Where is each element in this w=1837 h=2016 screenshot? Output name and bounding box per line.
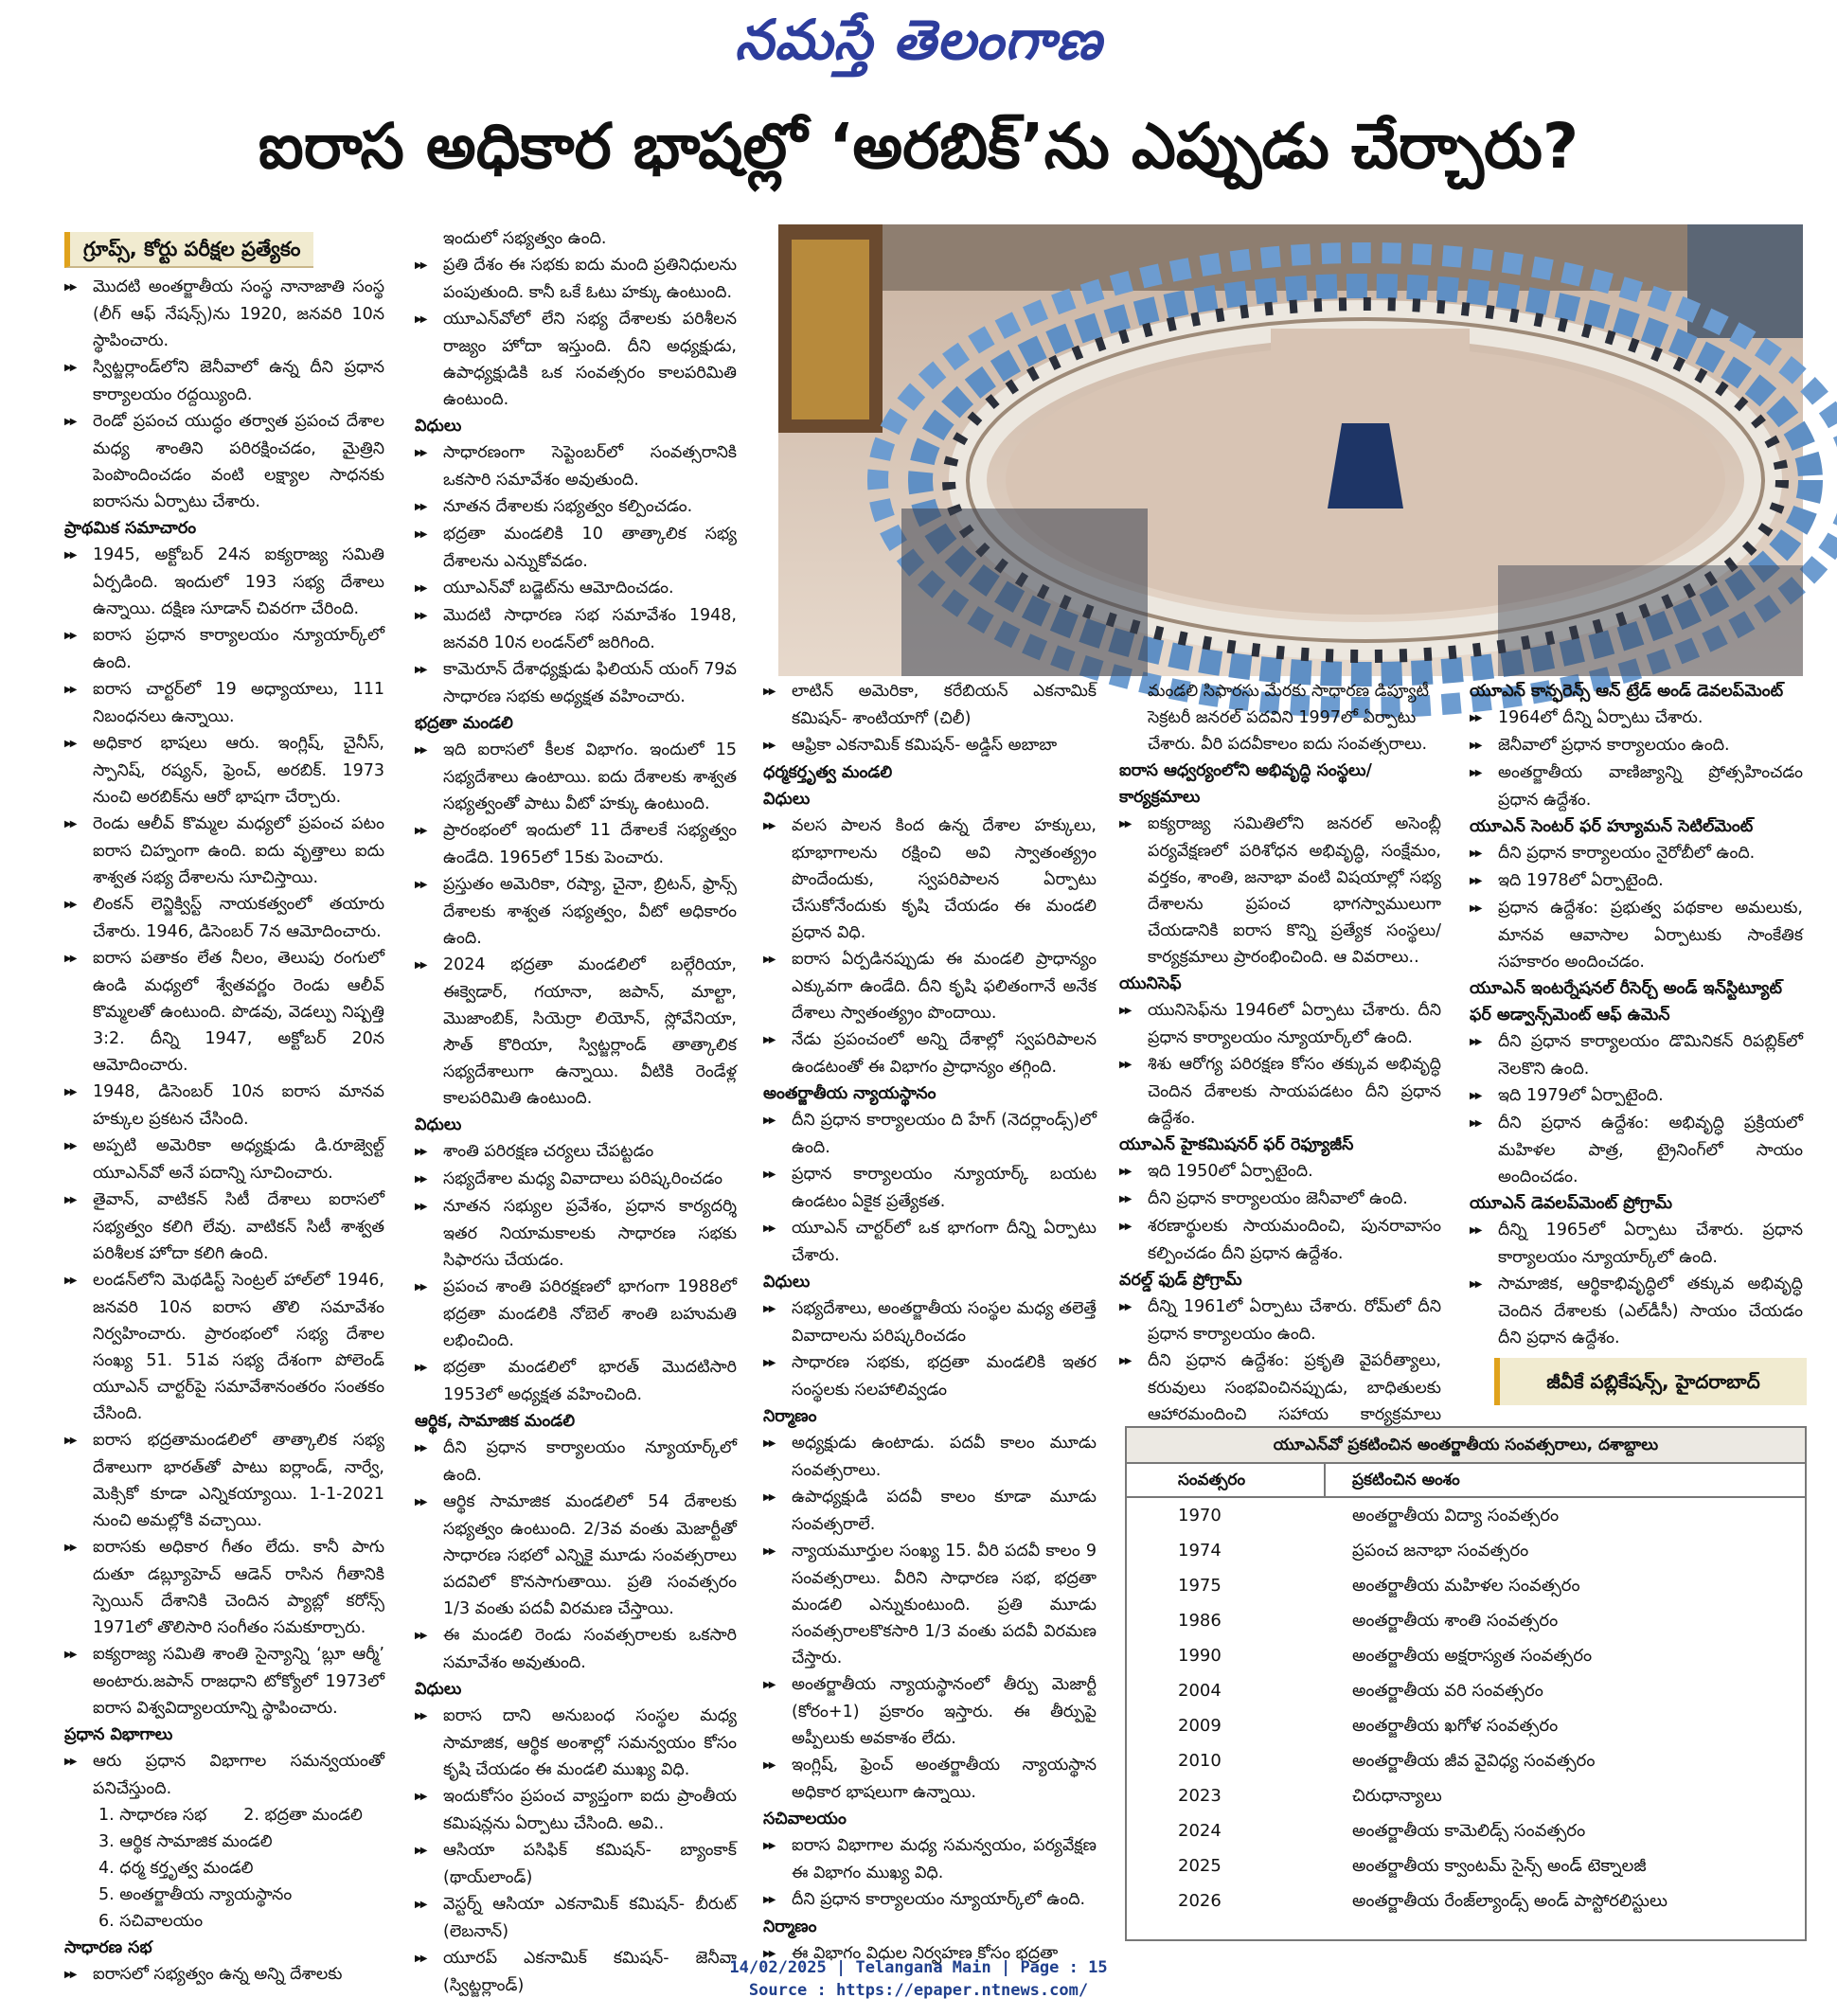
list-item: ▶▶ న్యాయమూర్తుల సంఖ్య 15. వీరి పదవీ కాలం 9 సంవత్సరాలు. వీరిని సాధారణ సభ, భద్రతా మండలి ఎన్నుకుంటుంది. ప్రతి మూడు సంవత్సరాలకొకసారి 1/3 వంతు పదవీ విరమణ చేస్తారు. bbox=[763, 1538, 1097, 1671]
list-item: ▶▶ ఐరాస చార్టర్‌లో 19 అధ్యాయాలు, 111 నిబంధనలు ఉన్నాయి. bbox=[64, 676, 384, 730]
list-item: ▶▶ ఇది ఐరాసలో కీలక విభాగం. ఇందులో 15 సభ్యదేశాలు ఉంటాయి. ఐదు దేశాలకు శాశ్వత సభ్యత్వంతో పాటు వీటో హక్కు ఉంటుంది. bbox=[415, 737, 737, 817]
table-row bbox=[1127, 1883, 1805, 1918]
subheading: ఆర్థిక, సామాజిక మండలి bbox=[415, 1412, 576, 1431]
chamber-illustration bbox=[778, 224, 1803, 676]
list-item: ▶▶ శరణార్థులకు సాయమందించి, పునరావాసం కల్పించడం దీని ప్రధాన ఉద్దేశం. bbox=[1119, 1213, 1441, 1267]
theme-cell: అంతర్జాతీయ రేంజ్‌ల్యాండ్స్ అండ్ పాస్టోరలిస్టులు bbox=[1352, 1891, 1668, 1911]
list-item: ▶▶ ఆఫ్రికా ఎకనామిక్ కమిషన్- అడ్డిస్ అబాబా bbox=[763, 732, 1097, 759]
year-cell: 1974 bbox=[1178, 1541, 1222, 1561]
list-item: ▶▶ ఇంగ్లిష్, ఫ్రెంచ్ అంతర్జాతీయ న్యాయస్థాన అధికార భాషలుగా ఉన్నాయి. bbox=[763, 1752, 1097, 1806]
list-item: ▶▶ అంతర్జాతీయ న్యాయస్థానంలో తీర్పు మెజార్టీ (కోరం+1) ప్రకారం ఇస్తారు. ఈ తీర్పుపై అప్పీలుకు అవకాశం లేదు. bbox=[763, 1671, 1097, 1752]
subheading: విధులు bbox=[763, 790, 811, 809]
list-item: ▶▶ అప్పటి అమెరికా అధ్యక్షుడు డి.రూజ్వెల్ట్ యూఎన్‌వో అనే పదాన్ని సూచించారు. bbox=[64, 1133, 384, 1186]
list-item: ▶▶ ఐరాసకు అధికార గీతం లేదు. కానీ పాగు దుతూ డబ్ల్యూహెచ్ ఆడెన్ రాసిన గీతానికి స్పెయిన్ దేశానికి చెందిన ప్యాబ్లో కరోన్స్ 1971లో తొలిసారి సంగీతం సమకూర్చారు. bbox=[64, 1534, 384, 1641]
subheading: విధులు bbox=[415, 417, 462, 436]
list-item: ▶▶ స్విట్జర్లాండ్‌లోని జెనీవాలో ఉన్న దీని ప్రధాన కార్యాలయం రద్దయ్యింది. bbox=[64, 354, 384, 408]
theme-cell: చిరుధాన్యాలు bbox=[1352, 1786, 1442, 1806]
list-item: ▶▶ అంతర్జాతీయ వాణిజ్యాన్ని ప్రోత్సహించడం ప్రధాన ఉద్దేశం. bbox=[1470, 759, 1803, 813]
list-item: ▶▶ ఐరాస పతాకం లేత నీలం, తెలుపు రంగులో ఉండి మధ్యలో శ్వేతవర్ణం రెండు ఆలీవ్ కొమ్మలతో ఉంటుంది. పొడవు, వెడల్పు నిష్పత్తి 3:2. దీన్ని 1947, అక్టోబర్ 20న ఆమోదించారు. bbox=[64, 945, 384, 1079]
list-item: ▶▶ ప్రారంభంలో ఇందులో 11 దేశాలకే సభ్యత్వం ఉండేది. 1965లో 15కు పెంచారు. bbox=[415, 817, 737, 871]
list-item: ▶▶ ఐక్యరాజ్య సమితిలోని జనరల్ అసెంబ్లీ పర్యవేక్షణలో పరిశోధన అభివృద్ధి, సంక్షేమం, వర్తకం, శాంతి, జనాభా వంటి విషయాల్లో సభ్య దేశాలను ప్రపంచ భాగస్వాములుగా చేయడానికి ఐరాస కొన్ని ప్రత్యేక సంస్థలు/కార్యక్రమాలు ప్రారంభించింది. ఆ వివరాలు.. bbox=[1119, 811, 1441, 971]
list-item: ▶▶ ఐరాస భద్రతామండలిలో తాత్కాలిక సభ్య దేశాలుగా భారత్‌తో పాటు ఐర్లాండ్, నార్వే, మెక్సికో కూడా ఎన్నికయ్యాయి. 1-1-2021 నుంచి అమల్లోకి వచ్చాయి. bbox=[64, 1427, 384, 1534]
continued-text: మండలి సిఫారసు మేరకు సాధారణ డిప్యూటీ సెక్రటరీ జనరల్ పదవిని 1997లో ఏర్పాటు చేశారు. వీరి పదవీకాలం ఐదు సంవత్సరాలు. bbox=[1148, 682, 1429, 754]
year-cell: 1990 bbox=[1178, 1646, 1222, 1666]
list-item: ▶▶ మొదటి అంతర్జాతీయ సంస్థ నానాజాతి సంస్థ (లీగ్ ఆఫ్ నేషన్స్)ను 1920, జనవరి 10న స్థాపించారు. bbox=[64, 274, 384, 354]
publisher-credit: జీవీకే పబ్లికేషన్స్, హైదరాబాద్ bbox=[1494, 1358, 1807, 1405]
list-item: ▶▶ తైవాన్, వాటికన్ సిటీ దేశాలు ఐరాసలో సభ్యత్వం కలిగి లేవు. వాటికన్ సిటీ శాశ్వత పరిశీలక హోదా కలిగి ఉంది. bbox=[64, 1186, 384, 1267]
table-row bbox=[1127, 1743, 1805, 1778]
theme-cell: అంతర్జాతీయ శాంతి సంవత్సరం bbox=[1352, 1611, 1559, 1631]
list-item: ▶▶ ఈ విభాగం విధుల నిర్వహణ కోసం భద్రతా bbox=[763, 1940, 1097, 1968]
table-row bbox=[1127, 1533, 1805, 1568]
subheading: యూఎన్ కాన్ఫరెన్స్ ఆన్ ట్రేడ్ అండ్ డెవలప్‌మెంట్ bbox=[1470, 682, 1784, 701]
list-item: ▶▶ ప్రధాన ఉద్దేశం: ప్రభుత్వ పథకాల అమలుకు, మానవ ఆవాసాల ఏర్పాటుకు సాంకేతిక సహకారం అందించడం. bbox=[1470, 895, 1803, 975]
international-years-table bbox=[1125, 1426, 1807, 1941]
list-item: ▶▶ ఐరాస విభాగాల మధ్య సమన్వయం, పర్యవేక్షణ ఈ విభాగం ముఖ్య విధి. bbox=[763, 1832, 1097, 1886]
list-item: ▶▶ 1964లో దీన్ని ఏర్పాటు చేశారు. bbox=[1470, 705, 1803, 732]
subheading: యూఎన్ సెంటర్ ఫర్ హ్యూమన్ సెటిల్‌మెంట్ bbox=[1470, 817, 1754, 836]
table-row bbox=[1127, 1708, 1805, 1743]
list-item: ▶▶ యునిసెఫ్‌ను 1946లో ఏర్పాటు చేశారు. దీని ప్రధాన కార్యాలయం న్యూయార్క్‌లో ఉంది. bbox=[1119, 997, 1441, 1051]
organ-item: 4. ధర్మ కర్తృత్వ మండలి bbox=[98, 1859, 254, 1878]
table-header bbox=[1127, 1464, 1805, 1498]
list-item: ▶▶ దీని ప్రధాన కార్యాలయం ది హేగ్ (నెదర్లాండ్స్)లో ఉంది. bbox=[763, 1107, 1097, 1161]
theme-cell: అంతర్జాతీయ ఖగోళ సంవత్సరం bbox=[1352, 1716, 1559, 1736]
list-item: ▶▶ రెండో ప్రపంచ యుద్ధం తర్వాత ప్రపంచ దేశాల మధ్య శాంతిని పరిరక్షించడం, మైత్రిని పెంపొందించడం వంటి లక్ష్యాల సాధనకు ఐరాసను ఏర్పాటు చేశారు. bbox=[64, 408, 384, 515]
list-item: ▶▶ ఇందుకోసం ప్రపంచ వ్యాప్తంగా ఐదు ప్రాంతీయ కమిషన్లను ఏర్పాటు చేసింది. అవి.. bbox=[415, 1783, 737, 1837]
theme-cell: ప్రపంచ జనాభా సంవత్సరం bbox=[1352, 1541, 1529, 1561]
list-item: ▶▶ ఐరాసలో సభ్యత్వం ఉన్న అన్ని దేశాలకు bbox=[64, 1961, 384, 1989]
list-item: ▶▶ ప్రతి దేశం ఈ సభకు ఐదు మంది ప్రతినిధులను పంపుతుంది. కానీ ఒకే ఓటు హక్కు ఉంటుంది. bbox=[415, 252, 737, 306]
table-row bbox=[1127, 1673, 1805, 1708]
list-item: ▶▶ నూతన సభ్యుల ప్రవేశం, ప్రధాన కార్యదర్శి ఇతర నియామకాలకు సాధారణ సభకు సిఫారసు చేయడం. bbox=[415, 1193, 737, 1274]
list-item: ▶▶ వెస్టర్న్ ఆసియా ఎకనామిక్ కమిషన్- బీరుట్ (లెబనాన్) bbox=[415, 1891, 737, 1945]
list-item: ▶▶ అధ్యక్షుడు ఉంటాడు. పదవీ కాలం మూడు సంవత్సరాలు. bbox=[763, 1430, 1097, 1484]
list-item: ▶▶ దీన్ని 1961లో ఏర్పాటు చేశారు. రోమ్‌లో దీని ప్రధాన కార్యాలయం ఉంది. bbox=[1119, 1293, 1441, 1347]
table-row bbox=[1127, 1848, 1805, 1883]
year-cell: 2004 bbox=[1178, 1681, 1222, 1701]
list-item: ▶▶ ఆర్థిక సామాజిక మండలిలో 54 దేశాలకు సభ్యత్వం ఉంటుంది. 2/3వ వంతు మెజార్టీతో సాధారణ సభలో ఎన్నికై మూడు సంవత్సరాలు పదవిలో కొనసాగుతాయి. ప్రతి సంవత్సరం 1/3 వంతు పదవీ విరమణ చేస్తాయి. bbox=[415, 1489, 737, 1622]
year-cell: 2026 bbox=[1178, 1891, 1222, 1911]
table-caption: యూఎన్‌వో ప్రకటించిన అంతర్జాతీయ సంవత్సరాలు, దశాబ్దాలు bbox=[1127, 1428, 1805, 1464]
list-item: ▶▶ సభ్యదేశాల మధ్య వివాదాలు పరిష్కరించడం bbox=[415, 1166, 737, 1193]
subheading: యూఎన్ డెవలప్‌మెంట్ ప్రోగ్రామ్ bbox=[1470, 1194, 1673, 1213]
masthead-logo: నమస్తే తెలంగాణ bbox=[735, 8, 1102, 72]
list-item: ▶▶ దీని ప్రధాన కార్యాలయం న్యూయార్క్‌లో ఉంది. bbox=[415, 1435, 737, 1489]
list-item: ▶▶ నూతన దేశాలకు సభ్యత్వం కల్పించడం. bbox=[415, 493, 737, 521]
list-item: ▶▶ సభ్యదేశాలు, అంతర్జాతీయ సంస్థల మధ్య తలెత్తే వివాదాలను పరిష్కరించడం bbox=[763, 1295, 1097, 1349]
list-item: ▶▶ ఐరాస ఏర్పడినప్పుడు ఈ మండలి ప్రాధాన్యం ఎక్కువగా ఉండేది. దీని కృషి ఫలితంగానే అనేక దేశాలు స్వాతంత్య్రం పొందాయి. bbox=[763, 946, 1097, 1026]
list-item: ▶▶ ఇది 1978లో ఏర్పాటైంది. bbox=[1470, 867, 1803, 895]
subheading: భద్రతా మండలి bbox=[415, 714, 513, 733]
column-header-theme: ప్రకటించిన అంశం bbox=[1352, 1471, 1460, 1490]
continued-text: ఇందులో సభ్యత్వం ఉంది. bbox=[443, 229, 607, 248]
subheading: విధులు bbox=[415, 1115, 462, 1134]
column-3 bbox=[763, 678, 1097, 1963]
list-item: ▶▶ ప్రపంచ శాంతి పరిరక్షణలో భాగంగా 1988లో భద్రతా మండలికి నోబెల్ శాంతి బహుమతి లభించింది. bbox=[415, 1274, 737, 1354]
theme-cell: అంతర్జాతీయ క్వాంటమ్ సైన్స్ అండ్ టెక్నాలజీ bbox=[1352, 1856, 1647, 1876]
list-item: ▶▶ ఉపాధ్యక్షుడి పదవీ కాలం కూడా మూడు సంవత్సరాలే. bbox=[763, 1484, 1097, 1538]
list-item: ▶▶ వలస పాలన కింద ఉన్న దేశాల హక్కులు, భూభాగాలను రక్షించి అవి స్వాతంత్య్రం పొందేందుకు, స్వపరిపాలన ఏర్పాటు చేసుకోనేందుకు కృషి చేయడం ఈ మండలి ప్రధాన విధి. bbox=[763, 812, 1097, 946]
list-item: ▶▶ జెనీవాలో ప్రధాన కార్యాలయం ఉంది. bbox=[1470, 732, 1803, 759]
list-item: ▶▶ యూరప్ ఎకనామిక్ కమిషన్- జెనీవా (స్విట్జర్లాండ్) bbox=[415, 1945, 737, 1999]
subheading: విధులు bbox=[415, 1680, 462, 1699]
subheading: యునిసెఫ్ bbox=[1119, 974, 1182, 993]
theme-cell: అంతర్జాతీయ వరి సంవత్సరం bbox=[1352, 1681, 1543, 1701]
footer-date-line: 14/02/2025 | Telangana Main | Page : 15 bbox=[729, 1958, 1108, 1977]
year-cell: 1986 bbox=[1178, 1611, 1222, 1631]
table-row bbox=[1127, 1638, 1805, 1673]
list-item: ▶▶ దీని ప్రధాన కార్యాలయం డొమినికన్ రిపబ్లిక్‌లో నెలకొని ఉంది. bbox=[1470, 1028, 1803, 1082]
list-item: ▶▶ భద్రతా మండలికి 10 తాత్కాలిక సభ్య దేశాలను ఎన్నుకోవడం. bbox=[415, 521, 737, 575]
organ-item: 1. సాధారణ సభ 2. భద్రతా మండలి bbox=[98, 1806, 363, 1825]
list-item: ▶▶ సాధారణంగా సెప్టెంబర్‌లో సంవత్సరానికి ఒకసారి సమావేశం అవుతుంది. bbox=[415, 439, 737, 493]
list-item: ▶▶ దీని ప్రధాన కార్యాలయం నైరోబీలో ఉంది. bbox=[1470, 840, 1803, 867]
table-row bbox=[1127, 1778, 1805, 1813]
list-item: ▶▶ లండన్‌లోని మెథడిస్ట్ సెంట్రల్ హాల్‌లో 1946, జనవరి 10న ఐరాస తొలి సమావేశం నిర్వహించారు. ప్రారంభంలో సభ్య దేశాల సంఖ్య 51. 51వ సభ్య దేశంగా పోలెండ్ యూఎన్ చార్టర్‌పై సమావేశానంతరం సంతకం చేసింది. bbox=[64, 1267, 384, 1427]
subheading: ఐరాస ఆధ్వర్యంలోని అభివృద్ధి సంస్థలు/కార్యక్రమాలు bbox=[1119, 761, 1372, 807]
list-item: ▶▶ ఐరాస దాని అనుబంధ సంస్థల మధ్య సామాజిక, ఆర్థిక అంశాల్లో సమన్వయం కోసం కృషి చేయడం ఈ మండలి ముఖ్య విధి. bbox=[415, 1703, 737, 1783]
table-row bbox=[1127, 1568, 1805, 1603]
theme-cell: అంతర్జాతీయ మహిళల సంవత్సరం bbox=[1352, 1576, 1580, 1596]
subheading: అంతర్జాతీయ న్యాయస్థానం bbox=[763, 1084, 936, 1103]
section-tag: గ్రూప్స్, కోర్టు పరీక్షల ప్రత్యేకం bbox=[64, 232, 313, 268]
list-item: ▶▶ దీని ప్రధాన కార్యాలయం జెనీవాలో ఉంది. bbox=[1119, 1186, 1441, 1213]
column-2 bbox=[415, 225, 737, 1995]
list-item: ▶▶ మొదటి సాధారణ సభ సమావేశం 1948, జనవరి 10న లండన్‌లో జరిగింది. bbox=[415, 602, 737, 656]
list-item: ▶▶ సాధారణ సభకు, భద్రతా మండలికి ఇతర సంస్థలకు సలహాలివ్వడం bbox=[763, 1349, 1097, 1403]
list-item: ▶▶ ఇది 1950లో ఏర్పాటైంది. bbox=[1119, 1158, 1441, 1186]
list-item: ▶▶ లింకన్ లెన్జిక్విస్ట్ నాయకత్వంలో తయారు చేశారు. 1946, డిసెంబర్ 7న ఆమోదించారు. bbox=[64, 891, 384, 945]
year-cell: 2024 bbox=[1178, 1821, 1222, 1841]
subheading: నిర్మాణం bbox=[763, 1918, 817, 1936]
list-item: ▶▶ లాటిన్ అమెరికా, కరేబియన్ ఎకనామిక్ కమిషన్- శాంటియాగో (చిలీ) bbox=[763, 678, 1097, 732]
subheading: యూఎన్ ఇంటర్నేషనల్ రీసెర్చ్ అండ్ ఇన్‌స్టిట్యూట్ ఫర్ అడ్వాన్స్‌మెంట్ ఆఫ్ ఉమెన్ bbox=[1470, 979, 1782, 1025]
subheading: ధర్మకర్తృత్వ మండలి bbox=[763, 763, 893, 782]
list-item: ▶▶ 1945, అక్టోబర్ 24న ఐక్యరాజ్య సమితి ఏర్పడింది. ఇందులో 193 సభ్య దేశాలు ఉన్నాయి. దక్షిణ సూడాన్ చివరగా చేరింది. bbox=[64, 542, 384, 622]
headline: ఐరాస అధికార భాషల్లో ‘అరబిక్’ను ఎప్పుడు చేర్చారు? bbox=[258, 110, 1579, 183]
column-5 bbox=[1470, 678, 1803, 1350]
list-item: ▶▶ దీని ప్రధాన ఉద్దేశం: ప్రకృతి వైపరీత్యాలు, కరువులు సంభవించినప్పుడు, బాధితులకు ఆహారమందించి సహాయ కార్యక్రమాలు bbox=[1119, 1347, 1441, 1454]
list-item: ▶▶ ఐరాస ప్రధాన కార్యాలయం న్యూయార్క్‌లో ఉంది. bbox=[64, 622, 384, 676]
list-item: ▶▶ ఐక్యరాజ్య సమితి శాంతి సైన్యాన్ని ‘బ్లూ ఆర్మీ’ అంటారు.జపాన్ రాజధాని టోక్యోలో 1973లో ఐరాస విశ్వవిద్యాలయాన్ని స్థాపించారు. bbox=[64, 1641, 384, 1722]
subheading: వరల్డ్ ఫుడ్ ప్రోగ్రామ్ bbox=[1119, 1271, 1242, 1290]
list-item: ▶▶ యూఎన్ చార్టర్‌లో ఒక భాగంగా దీన్ని ఏర్పాటు చేశారు. bbox=[763, 1215, 1097, 1269]
theme-cell: అంతర్జాతీయ అక్షరాస్యత సంవత్సరం bbox=[1352, 1646, 1593, 1666]
list-item: ▶▶ యూఎన్‌వో బడ్జెట్‌ను ఆమోదించడం. bbox=[415, 575, 737, 602]
list-item: ▶▶ ఇది 1979లో ఏర్పాటైంది. bbox=[1470, 1082, 1803, 1110]
year-cell: 2010 bbox=[1178, 1751, 1222, 1771]
subheading: ప్రధాన విభాగాలు bbox=[64, 1725, 173, 1744]
list-item: ▶▶ రెండు ఆలీవ్ కొమ్మల మధ్యలో ప్రపంచ పటం ఐరాస చిహ్నంగా ఉంది. ఐదు వృత్తాలు ఐదు శాశ్వత సభ్య దేశాలను సూచిస్తాయి. bbox=[64, 811, 384, 891]
list-item: ▶▶ ఆరు ప్రధాన విభాగాల సమన్వయంతో పనిచేస్తుంది. bbox=[64, 1748, 384, 1802]
table-row bbox=[1127, 1603, 1805, 1638]
subheading: సచివాలయం bbox=[763, 1810, 847, 1829]
list-item: ▶▶ దీని ప్రధాన ఉద్దేశం: అభివృద్ధి ప్రక్రియలో మహిళల పాత్ర, ట్రైనింగ్‌లో సాయం అందించడం. bbox=[1470, 1110, 1803, 1190]
subheading: యూఎన్ హైకమిషనర్ ఫర్ రెఫ్యూజీస్ bbox=[1119, 1135, 1354, 1154]
security-council-photo bbox=[778, 224, 1803, 676]
list-item: ▶▶ 2024 భద్రతా మండలిలో బల్గేరియా, ఈక్వెడార్, గయానా, జపాన్, మాల్టా, మొజాంబిక్, సియెర్రా లియోన్, స్లోవేనియా, సౌత్ కొరియా, స్విట్జర్లాండ్ తాత్కాలిక సభ్యదేశాలుగా ఉన్నాయి. వీటికి రెండేళ్ల కాలపరిమితి ఉంటుంది. bbox=[415, 952, 737, 1112]
subheading: సాధారణ సభ bbox=[64, 1938, 152, 1957]
year-cell: 2025 bbox=[1178, 1856, 1222, 1876]
organ-item: 5. అంతర్జాతీయ న్యాయస్థానం bbox=[98, 1885, 293, 1904]
list-item: ▶▶ 1948, డిసెంబర్ 10న ఐరాస మానవ హక్కుల ప్రకటన చేసింది. bbox=[64, 1079, 384, 1133]
subheading: విధులు bbox=[763, 1273, 811, 1292]
list-item: ▶▶ అధికార భాషలు ఆరు. ఇంగ్లిష్, చైనీస్, స్పానిష్, రష్యన్, ఫ్రెంచ్, అరబిక్. 1973 నుంచి అరబిక్‌ను ఆరో భాషగా చేర్చారు. bbox=[64, 730, 384, 811]
year-cell: 1975 bbox=[1178, 1576, 1222, 1596]
table-row bbox=[1127, 1813, 1805, 1848]
list-item: ▶▶ ప్రస్తుతం అమెరికా, రష్యా, చైనా, బ్రిటన్, ఫ్రాన్స్ దేశాలకు శాశ్వత సభ్యత్వం, వీటో అధికారం ఉంది. bbox=[415, 871, 737, 952]
table-row bbox=[1127, 1498, 1805, 1533]
list-item: ▶▶ కామెరూన్ దేశాధ్యక్షుడు ఫిలియన్ యంగ్ 79వ సాధారణ సభకు అధ్యక్షత వహించారు. bbox=[415, 656, 737, 710]
list-item: ▶▶ ఆసియా పసిఫిక్ కమిషన్- బ్యాంకాక్ (థాయ్‌లాండ్) bbox=[415, 1837, 737, 1891]
theme-cell: అంతర్జాతీయ కామెలిడ్స్ సంవత్సరం bbox=[1352, 1821, 1586, 1841]
year-cell: 2023 bbox=[1178, 1786, 1222, 1806]
list-item: ▶▶ దీని ప్రధాన కార్యాలయం న్యూయార్క్‌లో ఉంది. bbox=[763, 1886, 1097, 1914]
column-1 bbox=[64, 232, 384, 1984]
subheading: నిర్మాణం bbox=[763, 1407, 817, 1426]
organ-item: 6. సచివాలయం bbox=[98, 1912, 204, 1931]
list-item: ▶▶ దీన్ని 1965లో ఏర్పాటు చేశారు. ప్రధాన కార్యాలయం న్యూయార్క్‌లో ఉంది. bbox=[1470, 1217, 1803, 1271]
column-4 bbox=[1119, 678, 1441, 1424]
subheading: ప్రాథమిక సమాచారం bbox=[64, 519, 197, 538]
column-header-year: సంవత్సరం bbox=[1127, 1464, 1326, 1496]
list-item: ▶▶ శాంతి పరిరక్షణ చర్యలు చేపట్టడం bbox=[415, 1138, 737, 1166]
list-item: ▶▶ ప్రధాన కార్యాలయం న్యూయార్క్ బయట ఉండటం ఏకైక ప్రత్యేకత. bbox=[763, 1161, 1097, 1215]
list-item: ▶▶ యూఎన్‌వోలో లేని సభ్య దేశాలకు పరిశీలన రాజ్యం హోదా ఇస్తుంది. దీని అధ్యక్షుడు, ఉపాధ్యక్షుడికి ఒక సంవత్సరం కాలపరిమితి ఉంటుంది. bbox=[415, 306, 737, 413]
list-item: ▶▶ భద్రతా మండలిలో భారత్ మొదటిసారి 1953లో అధ్యక్షత వహించింది. bbox=[415, 1354, 737, 1408]
list-item: ▶▶ సామాజిక, ఆర్థికాభివృద్ధిలో తక్కువ అభివృద్ధి చెందిన దేశాలకు (ఎల్‌డీసీ) సాయం చేయడం దీని ప్రధాన ఉద్దేశం. bbox=[1470, 1271, 1803, 1351]
organ-item: 3. ఆర్థిక సామాజిక మండలి bbox=[98, 1832, 273, 1851]
theme-cell: అంతర్జాతీయ విద్యా సంవత్సరం bbox=[1352, 1506, 1560, 1525]
year-cell: 1970 bbox=[1178, 1506, 1222, 1525]
year-cell: 2009 bbox=[1178, 1716, 1222, 1736]
list-item: ▶▶ ఈ మండలి రెండు సంవత్సరాలకు ఒకసారి సమావేశం అవుతుంది. bbox=[415, 1622, 737, 1676]
theme-cell: అంతర్జాతీయ జీవ వైవిధ్య సంవత్సరం bbox=[1352, 1751, 1596, 1771]
footer-source-link[interactable]: Source : https://epaper.ntnews.com/ bbox=[748, 1981, 1089, 2000]
list-item: ▶▶ శిశు ఆరోగ్య పరిరక్షణ కోసం తక్కువ అభివృద్ధి చెందిన దేశాలకు సాయపడటం దీని ప్రధాన ఉద్దేశం. bbox=[1119, 1051, 1441, 1132]
list-item: ▶▶ నేడు ప్రపంచంలో అన్ని దేశాల్లో స్వపరిపాలన ఉండటంతో ఈ విభాగం ప్రాధాన్యం తగ్గింది. bbox=[763, 1026, 1097, 1080]
